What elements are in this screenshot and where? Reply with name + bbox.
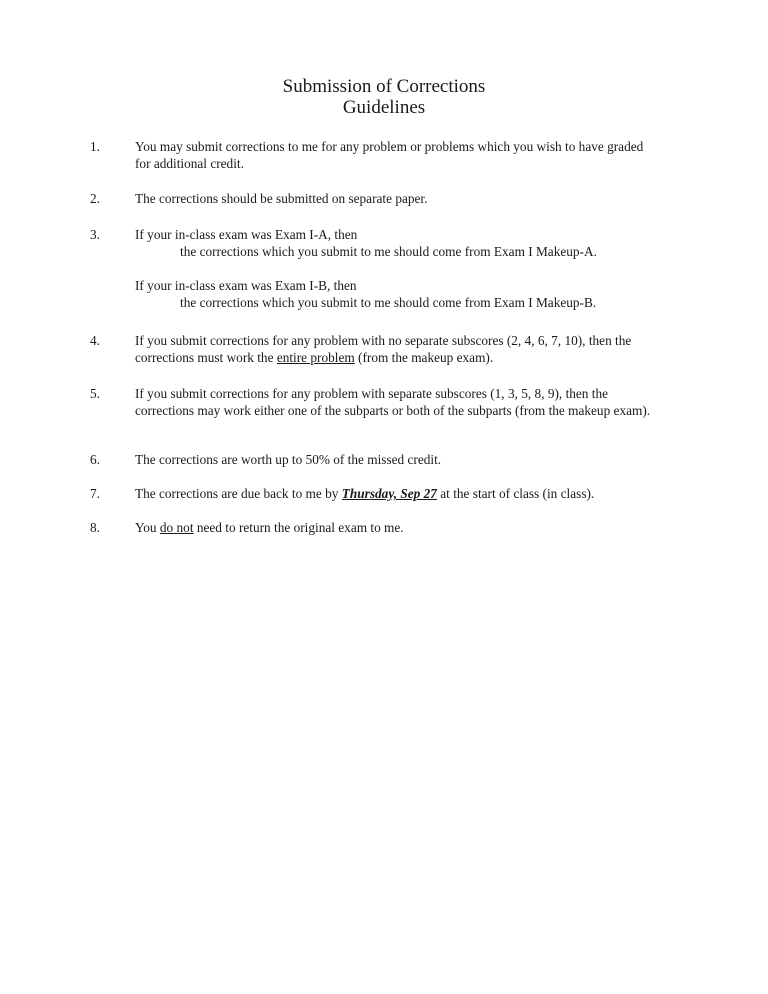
item-number: 4.: [90, 333, 100, 348]
item-number: 1.: [90, 139, 100, 154]
text-segment: at the start of class (in class).: [436, 486, 595, 501]
text-segment: The corrections are due back to me by: [135, 486, 342, 501]
item-text: [135, 519, 655, 536]
item-text: [135, 332, 655, 366]
emphasis-do-not: do not: [159, 520, 194, 535]
title-line-2: Guidelines: [342, 97, 426, 118]
text-segment: If you submit corrections for any problem with no separate subscores (2, 4, 6, 7, 10), then the corrections must work the: [135, 333, 632, 365]
item-number: 3.: [90, 227, 100, 242]
text-segment: (from the makeup exam).: [354, 350, 494, 365]
item-text: [135, 226, 655, 311]
item-text: [135, 485, 655, 502]
exam-b-condition: If your in-class exam was Exam I-B, then: [135, 278, 357, 293]
item-text: The corrections are worth up to 50% of the missed credit.: [135, 452, 442, 467]
exam-b-instruction: the corrections which you submit to me should come from Exam I Makeup-B.: [180, 295, 597, 310]
text-segment: You: [135, 520, 160, 535]
exam-a-condition: If your in-class exam was Exam I-A, then: [135, 227, 358, 242]
item-text: The corrections should be submitted on separate paper.: [135, 191, 428, 206]
due-date: Thursday, Sep 27: [341, 486, 437, 501]
emphasis-entire-problem: entire problem: [276, 350, 355, 365]
item-number: 7.: [90, 486, 100, 501]
item-number: 8.: [90, 520, 100, 535]
item-text: If you submit corrections for any problem with separate subscores (1, 3, 5, 8, 9), then the corrections may work either one of the subparts or both of the subparts (from the makeup exam).: [135, 386, 651, 418]
text-segment: need to return the original exam to me.: [193, 520, 404, 535]
item-number: 2.: [90, 191, 100, 206]
document-title: [0, 76, 768, 118]
item-number: 6.: [90, 452, 100, 467]
item-number: 5.: [90, 386, 100, 401]
title-line-1: Submission of Corrections: [282, 76, 486, 97]
item-text: You may submit corrections to me for any problem or problems which you wish to have graded for additional credit.: [135, 139, 644, 171]
exam-a-instruction: the corrections which you submit to me should come from Exam I Makeup-A.: [180, 244, 597, 259]
